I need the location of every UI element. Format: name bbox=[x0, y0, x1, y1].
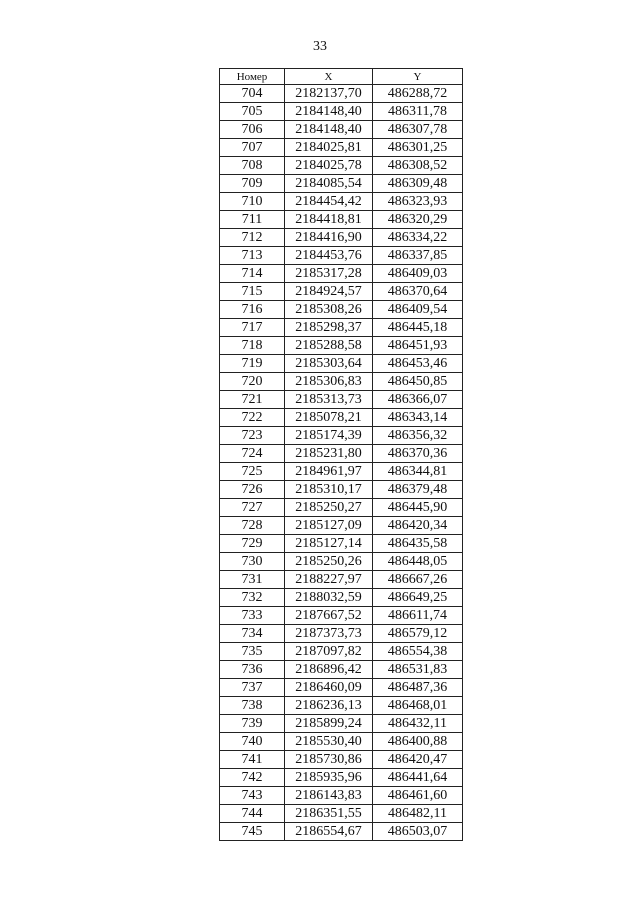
table-row bbox=[220, 607, 463, 625]
x-coordinate-cell: 2185530,40 bbox=[285, 733, 373, 751]
point-number-cell: 739 bbox=[220, 715, 285, 733]
table-row bbox=[220, 355, 463, 373]
table-header bbox=[220, 69, 463, 85]
table-row bbox=[220, 427, 463, 445]
point-number-cell: 725 bbox=[220, 463, 285, 481]
header-number: Номер bbox=[220, 69, 285, 85]
table-row bbox=[220, 481, 463, 499]
table-row bbox=[220, 751, 463, 769]
x-coordinate-cell: 2185730,86 bbox=[285, 751, 373, 769]
point-number-cell: 735 bbox=[220, 643, 285, 661]
point-number-cell: 724 bbox=[220, 445, 285, 463]
y-coordinate-cell: 486554,38 bbox=[373, 643, 463, 661]
x-coordinate-cell: 2185127,14 bbox=[285, 535, 373, 553]
header-x: X bbox=[285, 69, 373, 85]
point-number-cell: 745 bbox=[220, 823, 285, 841]
y-coordinate-cell: 486323,93 bbox=[373, 193, 463, 211]
x-coordinate-cell: 2185303,64 bbox=[285, 355, 373, 373]
point-number-cell: 720 bbox=[220, 373, 285, 391]
table-row bbox=[220, 229, 463, 247]
table-row bbox=[220, 265, 463, 283]
table-row bbox=[220, 769, 463, 787]
table-row bbox=[220, 409, 463, 427]
y-coordinate-cell: 486420,47 bbox=[373, 751, 463, 769]
y-coordinate-cell: 486503,07 bbox=[373, 823, 463, 841]
point-number-cell: 711 bbox=[220, 211, 285, 229]
point-number-cell: 729 bbox=[220, 535, 285, 553]
table-row bbox=[220, 193, 463, 211]
table-row bbox=[220, 679, 463, 697]
x-coordinate-cell: 2184025,81 bbox=[285, 139, 373, 157]
point-number-cell: 726 bbox=[220, 481, 285, 499]
point-number-cell: 716 bbox=[220, 301, 285, 319]
y-coordinate-cell: 486344,81 bbox=[373, 463, 463, 481]
y-coordinate-cell: 486370,36 bbox=[373, 445, 463, 463]
x-coordinate-cell: 2185935,96 bbox=[285, 769, 373, 787]
table-row bbox=[220, 211, 463, 229]
x-coordinate-cell: 2185310,17 bbox=[285, 481, 373, 499]
point-number-cell: 713 bbox=[220, 247, 285, 265]
y-coordinate-cell: 486579,12 bbox=[373, 625, 463, 643]
table-row bbox=[220, 463, 463, 481]
y-coordinate-cell: 486667,26 bbox=[373, 571, 463, 589]
table-row bbox=[220, 337, 463, 355]
y-coordinate-cell: 486461,60 bbox=[373, 787, 463, 805]
x-coordinate-cell: 2184416,90 bbox=[285, 229, 373, 247]
x-coordinate-cell: 2187667,52 bbox=[285, 607, 373, 625]
x-coordinate-cell: 2182137,70 bbox=[285, 85, 373, 103]
point-number-cell: 737 bbox=[220, 679, 285, 697]
y-coordinate-cell: 486445,90 bbox=[373, 499, 463, 517]
point-number-cell: 733 bbox=[220, 607, 285, 625]
table-row bbox=[220, 247, 463, 265]
y-coordinate-cell: 486649,25 bbox=[373, 589, 463, 607]
x-coordinate-cell: 2188032,59 bbox=[285, 589, 373, 607]
point-number-cell: 742 bbox=[220, 769, 285, 787]
table-row bbox=[220, 373, 463, 391]
x-coordinate-cell: 2185127,09 bbox=[285, 517, 373, 535]
header-row bbox=[220, 69, 463, 85]
table-row bbox=[220, 499, 463, 517]
table-row bbox=[220, 175, 463, 193]
x-coordinate-cell: 2185317,28 bbox=[285, 265, 373, 283]
coordinates-table bbox=[219, 68, 463, 841]
x-coordinate-cell: 2184454,42 bbox=[285, 193, 373, 211]
y-coordinate-cell: 486441,64 bbox=[373, 769, 463, 787]
y-coordinate-cell: 486482,11 bbox=[373, 805, 463, 823]
y-coordinate-cell: 486311,78 bbox=[373, 103, 463, 121]
y-coordinate-cell: 486611,74 bbox=[373, 607, 463, 625]
point-number-cell: 731 bbox=[220, 571, 285, 589]
table-row bbox=[220, 103, 463, 121]
table-row bbox=[220, 301, 463, 319]
page-number: 33 bbox=[313, 39, 327, 54]
x-coordinate-cell: 2187097,82 bbox=[285, 643, 373, 661]
y-coordinate-cell: 486420,34 bbox=[373, 517, 463, 535]
table-row bbox=[220, 283, 463, 301]
y-coordinate-cell: 486453,46 bbox=[373, 355, 463, 373]
x-coordinate-cell: 2186236,13 bbox=[285, 697, 373, 715]
x-coordinate-cell: 2184085,54 bbox=[285, 175, 373, 193]
x-coordinate-cell: 2184148,40 bbox=[285, 103, 373, 121]
y-coordinate-cell: 486288,72 bbox=[373, 85, 463, 103]
table-row bbox=[220, 589, 463, 607]
point-number-cell: 718 bbox=[220, 337, 285, 355]
table-row bbox=[220, 787, 463, 805]
y-coordinate-cell: 486400,88 bbox=[373, 733, 463, 751]
x-coordinate-cell: 2185899,24 bbox=[285, 715, 373, 733]
x-coordinate-cell: 2185250,26 bbox=[285, 553, 373, 571]
table-row bbox=[220, 823, 463, 841]
y-coordinate-cell: 486409,54 bbox=[373, 301, 463, 319]
x-coordinate-cell: 2184453,76 bbox=[285, 247, 373, 265]
x-coordinate-cell: 2184148,40 bbox=[285, 121, 373, 139]
table-row bbox=[220, 85, 463, 103]
y-coordinate-cell: 486445,18 bbox=[373, 319, 463, 337]
y-coordinate-cell: 486468,01 bbox=[373, 697, 463, 715]
table-row bbox=[220, 805, 463, 823]
x-coordinate-cell: 2188227,97 bbox=[285, 571, 373, 589]
point-number-cell: 741 bbox=[220, 751, 285, 769]
point-number-cell: 740 bbox=[220, 733, 285, 751]
y-coordinate-cell: 486343,14 bbox=[373, 409, 463, 427]
point-number-cell: 734 bbox=[220, 625, 285, 643]
x-coordinate-cell: 2185250,27 bbox=[285, 499, 373, 517]
table-row bbox=[220, 139, 463, 157]
point-number-cell: 723 bbox=[220, 427, 285, 445]
point-number-cell: 721 bbox=[220, 391, 285, 409]
point-number-cell: 708 bbox=[220, 157, 285, 175]
point-number-cell: 715 bbox=[220, 283, 285, 301]
y-coordinate-cell: 486379,48 bbox=[373, 481, 463, 499]
x-coordinate-cell: 2184924,57 bbox=[285, 283, 373, 301]
table-row bbox=[220, 715, 463, 733]
y-coordinate-cell: 486334,22 bbox=[373, 229, 463, 247]
y-coordinate-cell: 486320,29 bbox=[373, 211, 463, 229]
table-row bbox=[220, 517, 463, 535]
point-number-cell: 727 bbox=[220, 499, 285, 517]
table-row bbox=[220, 121, 463, 139]
x-coordinate-cell: 2185174,39 bbox=[285, 427, 373, 445]
header-y: Y bbox=[373, 69, 463, 85]
y-coordinate-cell: 486308,52 bbox=[373, 157, 463, 175]
point-number-cell: 744 bbox=[220, 805, 285, 823]
x-coordinate-cell: 2187373,73 bbox=[285, 625, 373, 643]
table-row bbox=[220, 319, 463, 337]
x-coordinate-cell: 2186896,42 bbox=[285, 661, 373, 679]
y-coordinate-cell: 486531,83 bbox=[373, 661, 463, 679]
point-number-cell: 717 bbox=[220, 319, 285, 337]
y-coordinate-cell: 486432,11 bbox=[373, 715, 463, 733]
x-coordinate-cell: 2186554,67 bbox=[285, 823, 373, 841]
x-coordinate-cell: 2185078,21 bbox=[285, 409, 373, 427]
point-number-cell: 728 bbox=[220, 517, 285, 535]
point-number-cell: 712 bbox=[220, 229, 285, 247]
point-number-cell: 705 bbox=[220, 103, 285, 121]
y-coordinate-cell: 486309,48 bbox=[373, 175, 463, 193]
point-number-cell: 730 bbox=[220, 553, 285, 571]
point-number-cell: 710 bbox=[220, 193, 285, 211]
y-coordinate-cell: 486366,07 bbox=[373, 391, 463, 409]
table-row bbox=[220, 697, 463, 715]
point-number-cell: 707 bbox=[220, 139, 285, 157]
x-coordinate-cell: 2186460,09 bbox=[285, 679, 373, 697]
y-coordinate-cell: 486409,03 bbox=[373, 265, 463, 283]
x-coordinate-cell: 2185231,80 bbox=[285, 445, 373, 463]
table-row bbox=[220, 157, 463, 175]
table-row bbox=[220, 571, 463, 589]
table-row bbox=[220, 391, 463, 409]
x-coordinate-cell: 2184418,81 bbox=[285, 211, 373, 229]
x-coordinate-cell: 2186351,55 bbox=[285, 805, 373, 823]
table-body bbox=[220, 85, 463, 841]
x-coordinate-cell: 2185306,83 bbox=[285, 373, 373, 391]
point-number-cell: 709 bbox=[220, 175, 285, 193]
x-coordinate-cell: 2186143,83 bbox=[285, 787, 373, 805]
x-coordinate-cell: 2185288,58 bbox=[285, 337, 373, 355]
point-number-cell: 719 bbox=[220, 355, 285, 373]
y-coordinate-cell: 486356,32 bbox=[373, 427, 463, 445]
y-coordinate-cell: 486307,78 bbox=[373, 121, 463, 139]
point-number-cell: 736 bbox=[220, 661, 285, 679]
point-number-cell: 732 bbox=[220, 589, 285, 607]
point-number-cell: 706 bbox=[220, 121, 285, 139]
y-coordinate-cell: 486301,25 bbox=[373, 139, 463, 157]
x-coordinate-cell: 2185298,37 bbox=[285, 319, 373, 337]
y-coordinate-cell: 486435,58 bbox=[373, 535, 463, 553]
y-coordinate-cell: 486448,05 bbox=[373, 553, 463, 571]
table-row bbox=[220, 643, 463, 661]
x-coordinate-cell: 2184025,78 bbox=[285, 157, 373, 175]
point-number-cell: 722 bbox=[220, 409, 285, 427]
point-number-cell: 704 bbox=[220, 85, 285, 103]
table-row bbox=[220, 445, 463, 463]
table-row bbox=[220, 661, 463, 679]
table-row bbox=[220, 625, 463, 643]
y-coordinate-cell: 486337,85 bbox=[373, 247, 463, 265]
table-row bbox=[220, 733, 463, 751]
y-coordinate-cell: 486451,93 bbox=[373, 337, 463, 355]
x-coordinate-cell: 2185313,73 bbox=[285, 391, 373, 409]
point-number-cell: 743 bbox=[220, 787, 285, 805]
table-row bbox=[220, 553, 463, 571]
y-coordinate-cell: 486450,85 bbox=[373, 373, 463, 391]
table-row bbox=[220, 535, 463, 553]
point-number-cell: 738 bbox=[220, 697, 285, 715]
x-coordinate-cell: 2185308,26 bbox=[285, 301, 373, 319]
x-coordinate-cell: 2184961,97 bbox=[285, 463, 373, 481]
y-coordinate-cell: 486370,64 bbox=[373, 283, 463, 301]
y-coordinate-cell: 486487,36 bbox=[373, 679, 463, 697]
point-number-cell: 714 bbox=[220, 265, 285, 283]
